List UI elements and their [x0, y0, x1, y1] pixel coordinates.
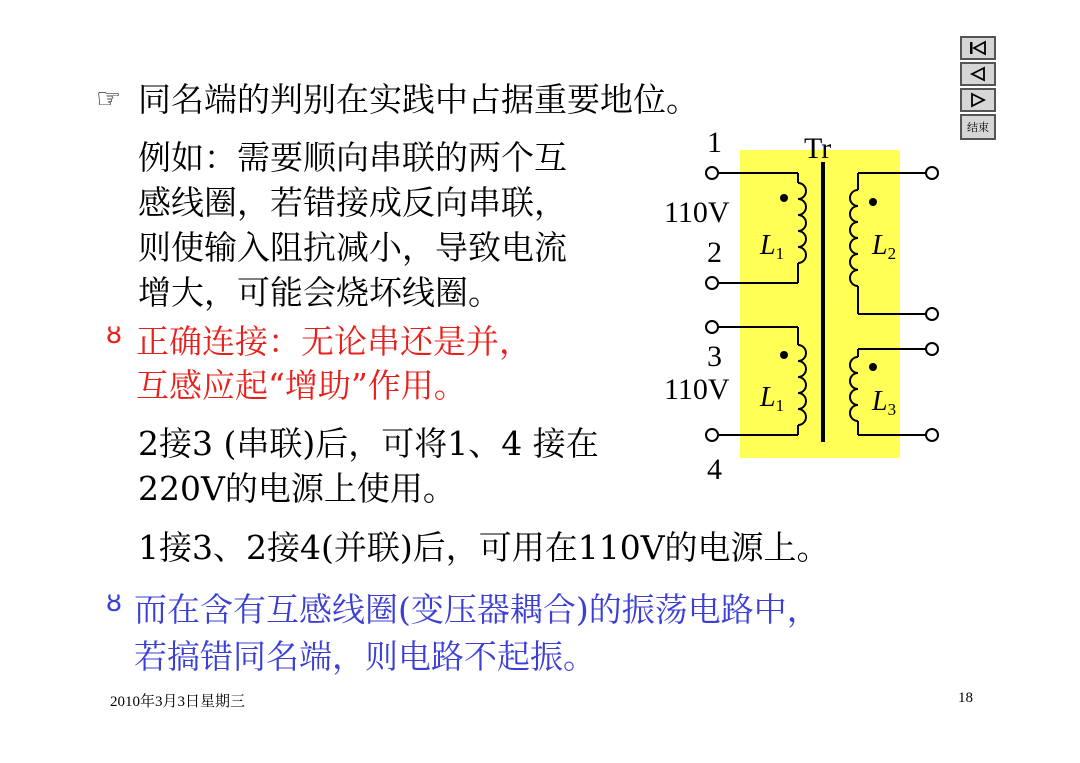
dot-marker-l1-top	[780, 194, 788, 202]
first-slide-button[interactable]	[960, 36, 996, 60]
terminal-3-node	[706, 321, 718, 333]
terminal-1-node	[706, 167, 718, 179]
parallel-line: 1接3、2接4(并联)后，可用在110V的电源上。	[138, 528, 830, 567]
dot-marker-l2	[869, 198, 877, 206]
dot-marker-l1-bottom	[780, 351, 788, 359]
series-line-1: 2接3 (串联)后，可将1、4 接在	[138, 424, 599, 463]
transformer-diagram	[700, 140, 960, 480]
inductor-l3-label: $L_3$	[872, 386, 897, 419]
terminal-l3-top-node	[926, 343, 938, 355]
inductor-l2-label: $L_2$	[872, 230, 897, 263]
slide-heading: 同名端的判别在实践中占据重要地位。	[138, 80, 699, 119]
terminal-3-label: 3	[707, 340, 722, 373]
example-line-4: 增大，可能会烧坏线圈。	[138, 273, 501, 312]
terminal-4-label: 4	[707, 453, 722, 486]
red-bullet-icon: ȣ	[106, 320, 122, 350]
page-number: 18	[958, 690, 973, 706]
terminal-l2-top-node	[926, 167, 938, 179]
end-show-label: 结束	[967, 121, 989, 134]
first-slide-icon	[966, 40, 990, 56]
end-show-button[interactable]	[960, 114, 996, 140]
correct-line-1: 正确连接：无论串还是并，	[136, 322, 532, 361]
inductor-l1-top-label: $L_1$	[760, 230, 785, 263]
inductor-l1-bottom-label: $L_1$	[760, 382, 785, 415]
terminal-l3-bottom-node	[926, 429, 938, 441]
transformer-label: Tr	[804, 132, 832, 165]
example-line-2: 感线圈，若错接成反向串联，	[138, 183, 567, 222]
terminal-2-node	[706, 277, 718, 289]
terminal-1-label: 1	[707, 126, 722, 159]
terminal-4-node	[706, 429, 718, 441]
oscillator-line-1: 而在含有互感线圈(变压器耦合)的振荡电路中，	[134, 590, 820, 629]
example-line-3: 则使输入阻抗减小，导致电流	[138, 228, 567, 267]
example-line-1: 例如：需要顺向串联的两个互	[138, 138, 567, 177]
series-line-2: 220V的电源上使用。	[138, 469, 456, 508]
pointing-hand-icon: ☞	[96, 82, 122, 115]
correct-line-2: 互感应起“增助”作用。	[136, 366, 467, 405]
terminal-l2-bottom-node	[926, 308, 938, 320]
voltage-bottom-label: 110V	[664, 373, 730, 406]
voltage-top-label: 110V	[664, 196, 730, 229]
dot-marker-l3	[869, 363, 877, 371]
oscillator-line-2: 若搞错同名端，则电路不起振。	[134, 637, 596, 676]
next-slide-button[interactable]	[960, 88, 996, 112]
terminal-2-label: 2	[707, 236, 722, 269]
next-slide-icon	[966, 92, 990, 108]
prev-slide-icon	[966, 66, 990, 82]
blue-bullet-icon: ȣ	[106, 588, 122, 618]
prev-slide-button[interactable]	[960, 62, 996, 86]
footer-date: 2010年3月3日星期三	[110, 694, 246, 710]
